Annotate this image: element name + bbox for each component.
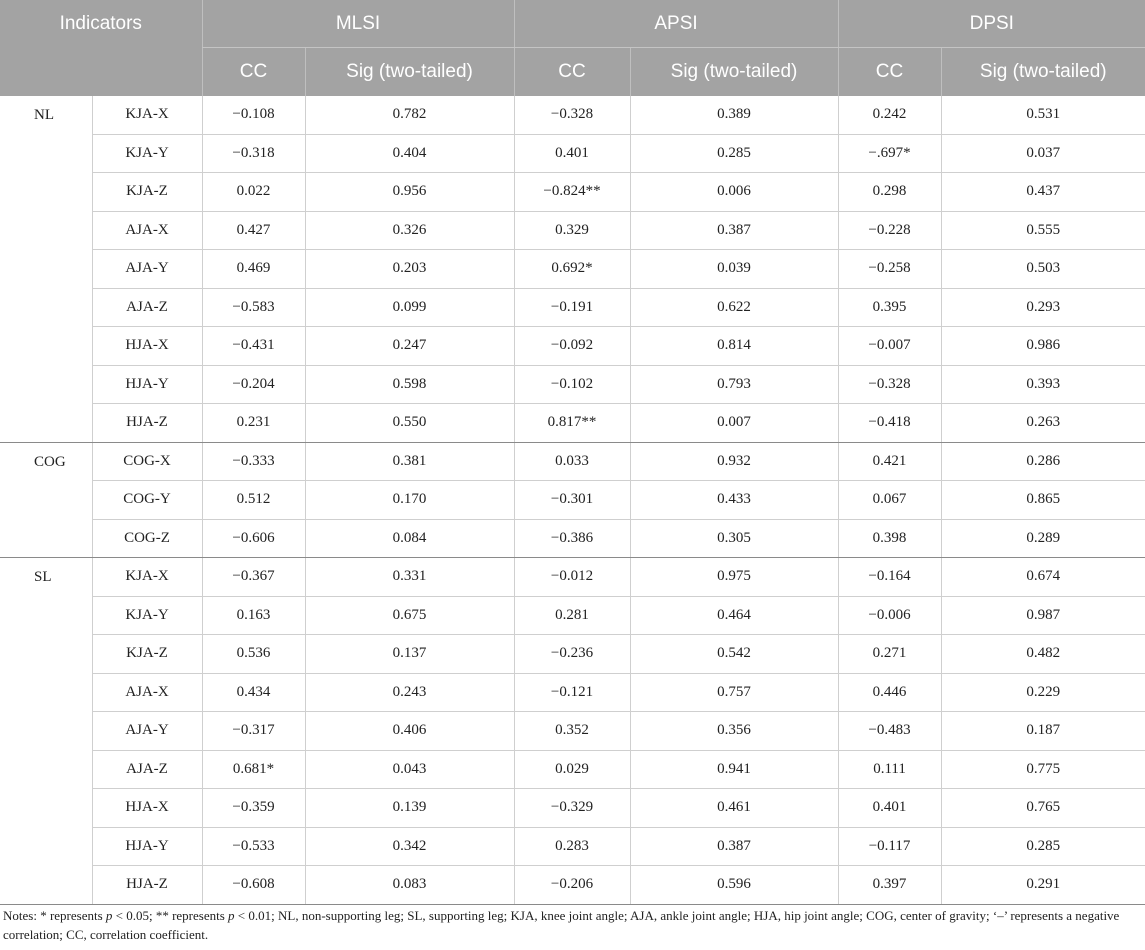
table-row bbox=[0, 750, 1145, 789]
apsi-cc-cell: 0.692* bbox=[514, 250, 630, 289]
mlsi-cc-cell: 0.512 bbox=[202, 481, 305, 520]
mlsi-cc-cell: 0.681* bbox=[202, 750, 305, 789]
apsi-cc-cell: −0.329 bbox=[514, 789, 630, 828]
dpsi-sig-cell: 0.393 bbox=[941, 365, 1145, 404]
table-row bbox=[0, 211, 1145, 250]
table-row bbox=[0, 173, 1145, 212]
dpsi-cc-cell: 0.421 bbox=[838, 442, 941, 481]
dpsi-sig-cell: 0.987 bbox=[941, 596, 1145, 635]
indicator-name: HJA-Y bbox=[92, 827, 202, 866]
indicator-name: AJA-X bbox=[92, 673, 202, 712]
apsi-sig-cell: 0.461 bbox=[630, 789, 838, 828]
notes-prefix: Notes: * represents bbox=[3, 908, 106, 923]
apsi-cc-cell: 0.401 bbox=[514, 134, 630, 173]
dpsi-sig-cell: 0.437 bbox=[941, 173, 1145, 212]
indicator-name: AJA-Y bbox=[92, 250, 202, 289]
mlsi-cc-cell: −0.606 bbox=[202, 519, 305, 558]
apsi-cc-cell: −0.386 bbox=[514, 519, 630, 558]
mlsi-sig-cell: 0.956 bbox=[305, 173, 514, 212]
indicator-name: KJA-X bbox=[92, 96, 202, 134]
table-notes bbox=[3, 906, 1141, 944]
dpsi-cc-cell: −0.258 bbox=[838, 250, 941, 289]
dpsi-sig-cell: 0.765 bbox=[941, 789, 1145, 828]
group-label: NL bbox=[0, 96, 92, 442]
indicators-header: Indicators bbox=[0, 0, 202, 96]
apsi-cc-cell: −0.191 bbox=[514, 288, 630, 327]
mlsi-cc-cell: 0.163 bbox=[202, 596, 305, 635]
mlsi-cc-cell: 0.536 bbox=[202, 635, 305, 674]
dpsi-sig-cell: 0.531 bbox=[941, 96, 1145, 134]
mlsi-header: MLSI bbox=[202, 0, 514, 48]
mlsi-sig-cell: 0.331 bbox=[305, 558, 514, 597]
apsi-sig-cell: 0.464 bbox=[630, 596, 838, 635]
dpsi-sig-cell: 0.674 bbox=[941, 558, 1145, 597]
mlsi-cc-cell: −0.533 bbox=[202, 827, 305, 866]
apsi-header: APSI bbox=[514, 0, 838, 48]
dpsi-cc-cell: 0.298 bbox=[838, 173, 941, 212]
dpsi-sig-cell: 0.229 bbox=[941, 673, 1145, 712]
dpsi-cc-cell: 0.111 bbox=[838, 750, 941, 789]
mlsi-sig-cell: 0.326 bbox=[305, 211, 514, 250]
apsi-sig-cell: 0.941 bbox=[630, 750, 838, 789]
apsi-cc-cell: 0.817** bbox=[514, 404, 630, 443]
dpsi-cc-cell: −0.007 bbox=[838, 327, 941, 366]
dpsi-sig-cell: 0.986 bbox=[941, 327, 1145, 366]
table-row bbox=[0, 481, 1145, 520]
indicator-name: HJA-X bbox=[92, 327, 202, 366]
mlsi-sig-cell: 0.083 bbox=[305, 866, 514, 905]
table-body bbox=[0, 96, 1145, 904]
apsi-cc-cell: −0.301 bbox=[514, 481, 630, 520]
mlsi-cc-cell: −0.333 bbox=[202, 442, 305, 481]
dpsi-cc-cell: 0.401 bbox=[838, 789, 941, 828]
indicator-name: AJA-Y bbox=[92, 712, 202, 751]
mlsi-sig-header: Sig (two-tailed) bbox=[305, 48, 514, 97]
table-row bbox=[0, 250, 1145, 289]
indicator-name: KJA-Y bbox=[92, 134, 202, 173]
dpsi-sig-cell: 0.865 bbox=[941, 481, 1145, 520]
dpsi-cc-cell: 0.446 bbox=[838, 673, 941, 712]
indicator-name: AJA-Z bbox=[92, 750, 202, 789]
apsi-sig-cell: 0.596 bbox=[630, 866, 838, 905]
mlsi-cc-cell: 0.434 bbox=[202, 673, 305, 712]
mlsi-sig-cell: 0.247 bbox=[305, 327, 514, 366]
group-label: SL bbox=[0, 558, 92, 905]
dpsi-sig-cell: 0.555 bbox=[941, 211, 1145, 250]
apsi-cc-cell: 0.033 bbox=[514, 442, 630, 481]
table-row bbox=[0, 827, 1145, 866]
apsi-sig-cell: 0.007 bbox=[630, 404, 838, 443]
dpsi-sig-cell: 0.293 bbox=[941, 288, 1145, 327]
apsi-sig-cell: 0.542 bbox=[630, 635, 838, 674]
indicator-name: HJA-Z bbox=[92, 404, 202, 443]
apsi-cc-header: CC bbox=[514, 48, 630, 97]
mlsi-sig-cell: 0.137 bbox=[305, 635, 514, 674]
table-row bbox=[0, 635, 1145, 674]
table-row bbox=[0, 789, 1145, 828]
apsi-cc-cell: 0.329 bbox=[514, 211, 630, 250]
apsi-cc-cell: −0.328 bbox=[514, 96, 630, 134]
mlsi-sig-cell: 0.342 bbox=[305, 827, 514, 866]
dpsi-sig-cell: 0.289 bbox=[941, 519, 1145, 558]
table-header bbox=[0, 0, 1145, 96]
apsi-cc-cell: −0.121 bbox=[514, 673, 630, 712]
mlsi-sig-cell: 0.243 bbox=[305, 673, 514, 712]
dpsi-cc-cell: −0.328 bbox=[838, 365, 941, 404]
apsi-cc-cell: −0.012 bbox=[514, 558, 630, 597]
table-row bbox=[0, 404, 1145, 443]
dpsi-cc-cell: −0.483 bbox=[838, 712, 941, 751]
dpsi-sig-cell: 0.187 bbox=[941, 712, 1145, 751]
mlsi-sig-cell: 0.084 bbox=[305, 519, 514, 558]
mlsi-cc-cell: −0.583 bbox=[202, 288, 305, 327]
notes-p-symbol: p bbox=[105, 908, 113, 923]
apsi-sig-cell: 0.757 bbox=[630, 673, 838, 712]
mlsi-cc-cell: −0.108 bbox=[202, 96, 305, 134]
dpsi-cc-cell: −0.228 bbox=[838, 211, 941, 250]
apsi-sig-cell: 0.039 bbox=[630, 250, 838, 289]
mlsi-sig-cell: 0.675 bbox=[305, 596, 514, 635]
dpsi-cc-cell: 0.395 bbox=[838, 288, 941, 327]
apsi-sig-cell: 0.932 bbox=[630, 442, 838, 481]
indicator-name: KJA-X bbox=[92, 558, 202, 597]
apsi-sig-cell: 0.433 bbox=[630, 481, 838, 520]
mlsi-cc-cell: −0.204 bbox=[202, 365, 305, 404]
indicator-name: COG-Y bbox=[92, 481, 202, 520]
mlsi-cc-header: CC bbox=[202, 48, 305, 97]
dpsi-cc-cell: 0.397 bbox=[838, 866, 941, 905]
table-row bbox=[0, 673, 1145, 712]
mlsi-sig-cell: 0.099 bbox=[305, 288, 514, 327]
mlsi-cc-cell: 0.427 bbox=[202, 211, 305, 250]
apsi-sig-cell: 0.305 bbox=[630, 519, 838, 558]
apsi-cc-cell: 0.029 bbox=[514, 750, 630, 789]
mlsi-sig-cell: 0.782 bbox=[305, 96, 514, 134]
dpsi-sig-cell: 0.291 bbox=[941, 866, 1145, 905]
apsi-sig-cell: 0.793 bbox=[630, 365, 838, 404]
dpsi-cc-cell: −0.006 bbox=[838, 596, 941, 635]
dpsi-cc-cell: 0.242 bbox=[838, 96, 941, 134]
apsi-sig-cell: 0.622 bbox=[630, 288, 838, 327]
apsi-cc-cell: −0.236 bbox=[514, 635, 630, 674]
indicator-name: HJA-Y bbox=[92, 365, 202, 404]
dpsi-header: DPSI bbox=[838, 0, 1145, 48]
table-row bbox=[0, 365, 1145, 404]
mlsi-sig-cell: 0.381 bbox=[305, 442, 514, 481]
apsi-cc-cell: 0.281 bbox=[514, 596, 630, 635]
dpsi-cc-cell: −0.418 bbox=[838, 404, 941, 443]
indicator-name: HJA-X bbox=[92, 789, 202, 828]
dpsi-cc-cell: 0.271 bbox=[838, 635, 941, 674]
dpsi-cc-header: CC bbox=[838, 48, 941, 97]
table-row bbox=[0, 596, 1145, 635]
dpsi-sig-cell: 0.482 bbox=[941, 635, 1145, 674]
mlsi-sig-cell: 0.598 bbox=[305, 365, 514, 404]
mlsi-sig-cell: 0.406 bbox=[305, 712, 514, 751]
mlsi-sig-cell: 0.170 bbox=[305, 481, 514, 520]
apsi-cc-cell: −0.092 bbox=[514, 327, 630, 366]
mlsi-cc-cell: −0.608 bbox=[202, 866, 305, 905]
indicator-name: COG-X bbox=[92, 442, 202, 481]
notes-p-symbol: p bbox=[228, 908, 235, 923]
mlsi-sig-cell: 0.404 bbox=[305, 134, 514, 173]
notes-rest: < 0.01; NL, non-supporting leg; SL, supporting leg; KJA, knee joint angle; AJA, ankle joint angle; HJA, hip joint angle; COG, center of gravity; ‘–’ represents a negative correlation; CC, correlation coefficient. bbox=[3, 908, 1120, 942]
dpsi-sig-header: Sig (two-tailed) bbox=[941, 48, 1145, 97]
table-row bbox=[0, 712, 1145, 751]
apsi-sig-cell: 0.389 bbox=[630, 96, 838, 134]
apsi-sig-header: Sig (two-tailed) bbox=[630, 48, 838, 97]
indicator-name: HJA-Z bbox=[92, 866, 202, 905]
apsi-sig-cell: 0.975 bbox=[630, 558, 838, 597]
indicator-name: AJA-Z bbox=[92, 288, 202, 327]
dpsi-sig-cell: 0.037 bbox=[941, 134, 1145, 173]
apsi-sig-cell: 0.387 bbox=[630, 827, 838, 866]
table-row bbox=[0, 288, 1145, 327]
mlsi-cc-cell: 0.022 bbox=[202, 173, 305, 212]
dpsi-sig-cell: 0.775 bbox=[941, 750, 1145, 789]
apsi-sig-cell: 0.006 bbox=[630, 173, 838, 212]
table-row bbox=[0, 519, 1145, 558]
indicator-name: COG-Z bbox=[92, 519, 202, 558]
dpsi-sig-cell: 0.263 bbox=[941, 404, 1145, 443]
table-row bbox=[0, 558, 1145, 597]
dpsi-sig-cell: 0.285 bbox=[941, 827, 1145, 866]
table-row bbox=[0, 134, 1145, 173]
table-row bbox=[0, 327, 1145, 366]
mlsi-cc-cell: −0.431 bbox=[202, 327, 305, 366]
indicator-name: KJA-Z bbox=[92, 173, 202, 212]
apsi-sig-cell: 0.356 bbox=[630, 712, 838, 751]
mlsi-cc-cell: −0.318 bbox=[202, 134, 305, 173]
dpsi-cc-cell: 0.398 bbox=[838, 519, 941, 558]
dpsi-sig-cell: 0.503 bbox=[941, 250, 1145, 289]
dpsi-sig-cell: 0.286 bbox=[941, 442, 1145, 481]
apsi-cc-cell: −0.102 bbox=[514, 365, 630, 404]
apsi-cc-cell: −0.206 bbox=[514, 866, 630, 905]
mlsi-sig-cell: 0.203 bbox=[305, 250, 514, 289]
mlsi-cc-cell: −0.359 bbox=[202, 789, 305, 828]
apsi-sig-cell: 0.814 bbox=[630, 327, 838, 366]
mlsi-sig-cell: 0.043 bbox=[305, 750, 514, 789]
mlsi-cc-cell: −0.367 bbox=[202, 558, 305, 597]
indicator-name: KJA-Z bbox=[92, 635, 202, 674]
table-row bbox=[0, 96, 1145, 134]
mlsi-sig-cell: 0.550 bbox=[305, 404, 514, 443]
mlsi-cc-cell: −0.317 bbox=[202, 712, 305, 751]
group-label: COG bbox=[0, 442, 92, 558]
dpsi-cc-cell: −0.117 bbox=[838, 827, 941, 866]
apsi-cc-cell: −0.824** bbox=[514, 173, 630, 212]
table-row bbox=[0, 442, 1145, 481]
dpsi-cc-cell: −0.164 bbox=[838, 558, 941, 597]
apsi-cc-cell: 0.283 bbox=[514, 827, 630, 866]
indicator-name: KJA-Y bbox=[92, 596, 202, 635]
notes-mid: < 0.05; ** represents bbox=[112, 908, 229, 923]
apsi-sig-cell: 0.285 bbox=[630, 134, 838, 173]
mlsi-cc-cell: 0.231 bbox=[202, 404, 305, 443]
indicator-name: AJA-X bbox=[92, 211, 202, 250]
table-row bbox=[0, 866, 1145, 905]
mlsi-sig-cell: 0.139 bbox=[305, 789, 514, 828]
apsi-sig-cell: 0.387 bbox=[630, 211, 838, 250]
dpsi-cc-cell: 0.067 bbox=[838, 481, 941, 520]
mlsi-cc-cell: 0.469 bbox=[202, 250, 305, 289]
apsi-cc-cell: 0.352 bbox=[514, 712, 630, 751]
dpsi-cc-cell: −.697* bbox=[838, 134, 941, 173]
